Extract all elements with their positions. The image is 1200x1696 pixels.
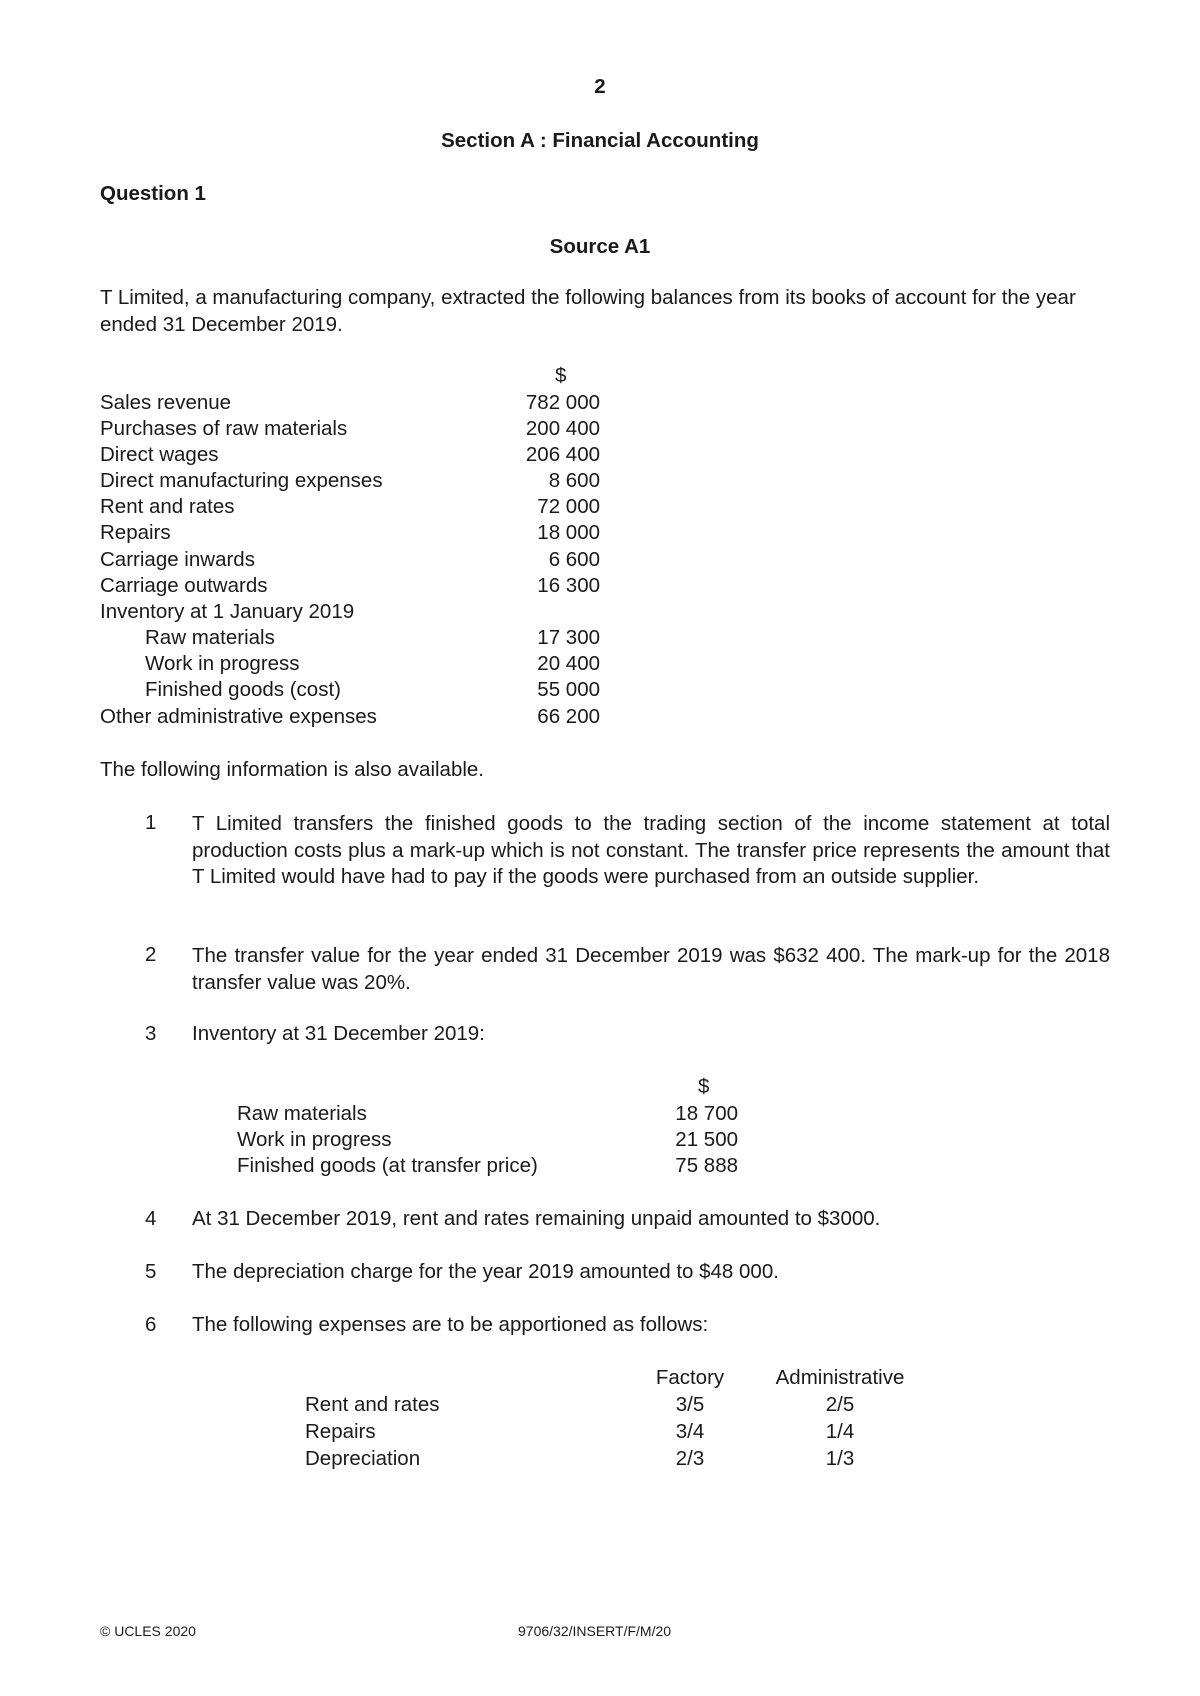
note-text: Inventory at 31 December 2019: (192, 1022, 485, 1045)
inventory-row-value: 21 500 (675, 1128, 738, 1151)
apportionment-header-administrative: Administrative (775, 1366, 905, 1389)
balance-row-label: Repairs (100, 521, 171, 544)
inventory-row-value: 75 888 (675, 1154, 738, 1177)
inventory-row-label: Finished goods (at transfer price) (237, 1154, 538, 1177)
source-heading: Source A1 (549, 235, 651, 258)
balance-row-label: Inventory at 1 January 2019 (100, 600, 355, 623)
inventory-row-value: 18 700 (675, 1102, 738, 1125)
note-number: 6 (145, 1313, 157, 1336)
balance-row-value: 16 300 (537, 574, 600, 597)
balance-row-label: Raw materials (145, 626, 275, 649)
apportionment-factory-value: 3/5 (675, 1393, 705, 1416)
balance-row-value: 782 000 (525, 391, 600, 414)
inventory-row-label: Raw materials (237, 1102, 367, 1125)
apportionment-row-label: Rent and rates (305, 1393, 440, 1416)
footer-copyright: © UCLES 2020 (100, 1623, 196, 1639)
balance-row-label: Sales revenue (100, 391, 232, 414)
note-number: 2 (145, 943, 157, 966)
balance-row-value: 17 300 (537, 626, 600, 649)
section-title: Section A : Financial Accounting (441, 129, 759, 152)
page-number: 2 (594, 75, 606, 98)
balance-row-label: Rent and rates (100, 495, 235, 518)
note-number: 4 (145, 1207, 157, 1230)
balance-row-value: 20 400 (537, 652, 600, 675)
balance-row-value: 72 000 (537, 495, 600, 518)
inventory-row-label: Work in progress (237, 1128, 392, 1151)
intro-paragraph: T Limited, a manufacturing company, extracted the following balances from its books of account for the year ended 31 December 2019. (100, 286, 1076, 336)
note-number: 3 (145, 1022, 157, 1045)
balance-row-label: Finished goods (cost) (145, 678, 341, 701)
note-number: 5 (145, 1260, 157, 1283)
note-text: The following expenses are to be apportioned as follows: (192, 1313, 709, 1336)
balance-row-label: Carriage outwards (100, 574, 268, 597)
apportionment-row-label: Depreciation (305, 1447, 421, 1470)
balance-row-value: 8 600 (548, 469, 600, 492)
apportionment-header-factory: Factory (655, 1366, 725, 1389)
balance-row-value: 206 400 (525, 443, 600, 466)
balance-row-value: 18 000 (537, 521, 600, 544)
apportionment-admin-value: 1/4 (825, 1420, 855, 1443)
balance-row-label: Direct manufacturing expenses (100, 469, 383, 492)
apportionment-factory-value: 2/3 (675, 1447, 705, 1470)
note-text: At 31 December 2019, rent and rates remaining unpaid amounted to $3000. (192, 1207, 881, 1230)
balances-currency-header: $ (555, 364, 567, 387)
question-heading: Question 1 (100, 182, 206, 205)
inventory-currency-header: $ (698, 1075, 710, 1098)
apportionment-admin-value: 2/5 (825, 1393, 855, 1416)
balance-row-value: 55 000 (537, 678, 600, 701)
balance-row-label: Work in progress (145, 652, 300, 675)
balance-row-label: Other administrative expenses (100, 705, 377, 728)
apportionment-admin-value: 1/3 (825, 1447, 855, 1470)
balance-row-label: Purchases of raw materials (100, 417, 348, 440)
balance-row-label: Direct wages (100, 443, 219, 466)
apportionment-row-label: Repairs (305, 1420, 376, 1443)
note-text: The transfer value for the year ended 31 December 2019 was $632 400. The mark-up for the 2018 transfer value was 20%. (192, 944, 1110, 994)
balance-row-label: Carriage inwards (100, 548, 255, 571)
apportionment-factory-value: 3/4 (675, 1420, 705, 1443)
footer-paper-code: 9706/32/INSERT/F/M/20 (518, 1623, 672, 1639)
balance-row-value: 66 200 (537, 705, 600, 728)
note-number: 1 (145, 811, 157, 834)
balance-row-value: 200 400 (525, 417, 600, 440)
additional-info-intro: The following information is also available. (100, 758, 485, 781)
balance-row-value: 6 600 (548, 548, 600, 571)
note-text: The depreciation charge for the year 2019 amounted to $48 000. (192, 1260, 779, 1283)
note-text: T Limited transfers the finished goods to the trading section of the income statement at total production costs plus a mark-up which is not constant. The transfer price represents the amount that T Limited would have had to pay if the goods were purchased from an outside supplier. (192, 812, 1110, 888)
